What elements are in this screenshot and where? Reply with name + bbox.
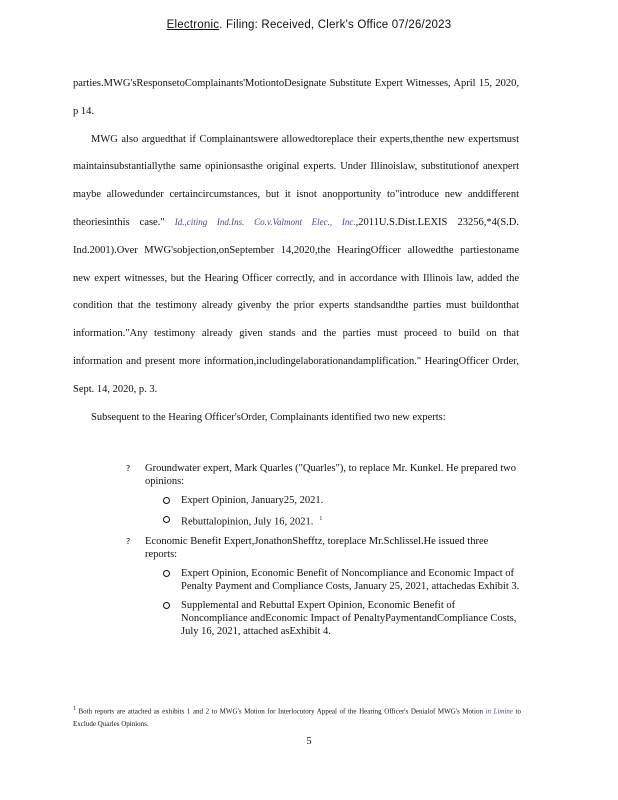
footnote-text-a: Both reports are attached as exhibits 1 and 2 to MWG's Motion for Interlocutory Appeal of the Hearing Officer's Denialof MWG's Motion	[78, 707, 483, 716]
sub-item-quarles-rebuttal	[120, 513, 520, 529]
sub-item-shefftz-rebuttal	[120, 599, 520, 638]
list-item-shefftz	[120, 535, 520, 561]
filing-stamp-electronic: Electronic	[166, 19, 220, 31]
bullet-icon: ?	[126, 536, 131, 546]
sub-item-text: Expert Opinion, Economic Benefit of Noncompliance and Economic Impact of Penalty Payment and Compliance Costs, January 25, 2021, attachedas Exhibit 3.	[181, 567, 520, 592]
filing-stamp-header	[0, 19, 618, 31]
list-item-quarles	[120, 462, 520, 488]
list-item-shefftz-text: Economic Benefit Expert,JonathonShefftz, toreplace Mr.Schlissel.He issued three reports:	[145, 535, 489, 560]
body-text	[73, 70, 519, 431]
paragraph-1: parties.MWG'sResponsetoComplainants'MotiontoDesignate Substitute Expert Witnesses, April 15, 2020, p 14.	[73, 78, 519, 117]
sub-item-shefftz-opinion	[120, 567, 520, 593]
paragraph-2	[73, 126, 519, 404]
filing-stamp-rest: . Filing: Received, Clerk's Office 07/26/2023	[219, 19, 452, 31]
sub-item-text: Expert Opinion, January25, 2021.	[181, 495, 324, 506]
sub-item-quarles-opinion	[120, 494, 520, 507]
footnote-text-b: to Exclude Quarles Opinions.	[73, 707, 522, 728]
list-item-quarles-text: Groundwater expert, Mark Quarles ("Quarles"), to replace Mr. Kunkel. He prepared two opinions:	[145, 463, 516, 487]
paragraph-2-text-a: MWG also arguedthat if Complainantswere allowedtoreplace their experts,thenthe new expertsmust maintainsubstantiallythe same opinionsasthe original experts. Under Illinoislaw, substitutionof anexpert maybe allowedunder certaincircumstances, but it isnot anopportunity to"introduce new anddifferent theoriesinthis case."	[73, 133, 519, 228]
paragraph-3: Subsequent to the Hearing Officer'sOrder, Complainants identified two new experts:	[91, 411, 446, 423]
circle-bullet-icon	[163, 570, 170, 577]
sub-item-text: Supplemental and Rebuttal Expert Opinion, Economic Benefit of Noncompliance andEconomic Impact of PenaltyPaymentandCompliance Costs, July 16, 2021, attached asExhibit 4.	[181, 599, 517, 637]
circle-bullet-icon	[163, 497, 170, 504]
paragraph-2-citation: Id.,citing Ind.Ins. Co.v.Valmont Elec., Inc.	[174, 216, 356, 227]
sub-item-text: Rebuttalopinion, July 16, 2021.	[181, 516, 314, 528]
circle-bullet-icon	[163, 516, 170, 523]
page-number: 5	[306, 736, 312, 747]
footnote-marker: 1	[73, 706, 76, 712]
circle-bullet-icon	[163, 602, 170, 609]
expert-list	[120, 462, 520, 644]
footnote-text-italic: in Limine	[485, 707, 513, 716]
bullet-icon: ?	[126, 464, 131, 473]
footnote	[73, 703, 521, 730]
footnote-reference[interactable]: 1	[319, 516, 323, 522]
paragraph-2-text-b: ,2011U.S.Dist.LEXIS 23256,*4(S.D. Ind.2001).Over MWG'sobjection,onSeptember 14,2020,the HearingOfficer allowedthe partiestoname new expert witnesses, but the Hearing Officer correctly, and in accordance with Illinois law, added the condition that the testimony already givenby the prior experts standsandthe parties must buildonthat information."Any testimony already given stands and the parties must proceed to build on that information and present more information,includingelaborationandamplification." HearingOfficer Order, Sept. 14, 2020, p. 3.	[73, 216, 519, 395]
